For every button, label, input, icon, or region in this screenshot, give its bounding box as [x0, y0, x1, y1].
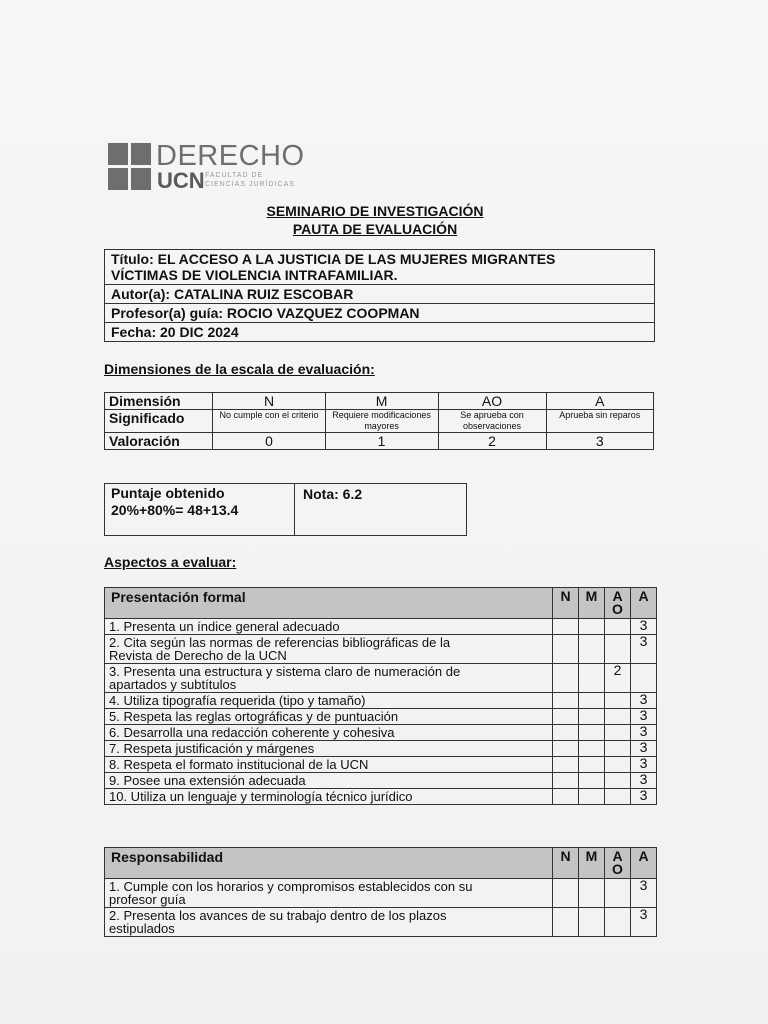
thesis-title-line1: Título: EL ACCESO A LA JUSTICIA DE LAS MUJERES MIGRANTES [111, 251, 556, 267]
score-cell-a: 3 [631, 879, 657, 908]
score-cell-a [631, 664, 657, 693]
col-a-header: A [631, 588, 657, 619]
criterion-text [105, 879, 553, 908]
col-m-header: M [579, 848, 605, 879]
col-ao-header-a: A [612, 848, 623, 864]
score-cell-m [579, 741, 605, 757]
criterion-line1: 2. Cita según las normas de referencias bibliográficas de la [109, 635, 451, 650]
criterion-text [105, 789, 553, 805]
scale-value-m: 1 [325, 433, 438, 450]
score-cell-n [553, 635, 579, 664]
scale-label-meaning: Significado [105, 410, 213, 433]
table-row [105, 789, 657, 805]
criterion-text [105, 741, 553, 757]
criterion-line1: 3. Presenta una estructura y sistema claro de numeración de [109, 664, 461, 679]
score-cell-n [553, 709, 579, 725]
score-cell-ao [605, 773, 631, 789]
score-cell-m [579, 725, 605, 741]
criterion-text [105, 619, 553, 635]
score-cell-ao [605, 908, 631, 937]
criterion-line1: 5. Respeta las reglas ortográficas y de puntuación [109, 709, 399, 724]
table-row [105, 664, 657, 693]
score-cell-a: 3 [631, 693, 657, 709]
score-cell-n [553, 757, 579, 773]
criterion-line2: estipulados [109, 921, 175, 936]
score-cell-ao [605, 635, 631, 664]
presentation-table [104, 587, 657, 805]
score-cell-ao [605, 725, 631, 741]
score-cell-a: 3 [631, 619, 657, 635]
col-ao-header [605, 848, 631, 879]
criterion-text [105, 664, 553, 693]
scale-meaning-ao: Se aprueba con observaciones [438, 410, 546, 433]
criterion-line2: apartados y subtítulos [109, 677, 237, 692]
score-label-cell [105, 484, 295, 535]
criterion-line1: 1. Cumple con los horarios y compromisos establecidos con su [109, 879, 473, 894]
score-cell-a: 3 [631, 709, 657, 725]
col-ao-header-o: O [612, 861, 623, 877]
col-a-header: A [631, 848, 657, 879]
criterion-line1: 2. Presenta los avances de su trabajo dentro de los plazos [109, 908, 447, 923]
criterion-line1: 8. Respeta el formato institucional de la UCN [109, 757, 369, 772]
score-cell-m [579, 789, 605, 805]
score-cell-ao [605, 619, 631, 635]
criterion-text [105, 709, 553, 725]
scale-label-value: Valoración [105, 433, 213, 450]
criterion-line1: 9. Posee una extensión adecuada [109, 773, 306, 788]
score-cell-m [579, 619, 605, 635]
scale-heading: Dimensiones de la escala de evaluación: [104, 361, 375, 377]
table-row [105, 908, 657, 937]
score-cell-ao [605, 741, 631, 757]
document-title-line1: SEMINARIO DE INVESTIGACIÓN [266, 203, 484, 219]
score-cell-ao [605, 789, 631, 805]
score-cell-ao [605, 709, 631, 725]
table-row [105, 773, 657, 789]
presentation-title: Presentación formal [105, 588, 553, 619]
score-cell-n [553, 773, 579, 789]
score-cell-m [579, 757, 605, 773]
table-row [105, 619, 657, 635]
criterion-text [105, 908, 553, 937]
score-cell-m [579, 773, 605, 789]
score-cell-m [579, 879, 605, 908]
responsibility-table [104, 847, 657, 937]
score-cell-a: 3 [631, 741, 657, 757]
col-m-header: M [579, 588, 605, 619]
logo-subtitle: FACULTAD DE CIENCIAS JURÍDICAS [205, 172, 295, 188]
score-cell-ao [605, 879, 631, 908]
thesis-author: Autor(a): CATALINA RUIZ ESCOBAR [105, 284, 654, 303]
scale-dimension-row [105, 393, 654, 410]
responsibility-title: Responsabilidad [105, 848, 553, 879]
thesis-info-box [104, 249, 655, 342]
scale-code-a: A [546, 393, 653, 410]
col-ao-header-a: A [612, 588, 623, 604]
aspects-heading: Aspectos a evaluar: [104, 554, 237, 570]
responsibility-header-row [105, 848, 657, 879]
col-n-header: N [553, 588, 579, 619]
score-cell-m [579, 635, 605, 664]
table-row [105, 879, 657, 908]
score-cell-n [553, 879, 579, 908]
score-cell-m [579, 908, 605, 937]
criterion-line2: profesor guía [109, 892, 186, 907]
col-ao-header [605, 588, 631, 619]
scale-meaning-m: Requiere modificaciones mayores [325, 410, 438, 433]
col-n-header: N [553, 848, 579, 879]
criterion-text [105, 773, 553, 789]
score-cell-a: 3 [631, 908, 657, 937]
score-cell-n [553, 725, 579, 741]
scale-value-a: 3 [546, 433, 653, 450]
criterion-text [105, 635, 553, 664]
score-cell-ao: 2 [605, 664, 631, 693]
criterion-line1: 7. Respeta justificación y márgenes [109, 741, 315, 756]
score-cell-n [553, 789, 579, 805]
score-label: Puntaje obtenido [111, 485, 225, 501]
table-row [105, 693, 657, 709]
score-cell-a: 3 [631, 635, 657, 664]
criterion-line2: Revista de Derecho de la UCN [109, 648, 287, 663]
scale-value-ao: 2 [438, 433, 546, 450]
criterion-text [105, 725, 553, 741]
score-cell-n [553, 693, 579, 709]
score-cell-m [579, 693, 605, 709]
table-row [105, 757, 657, 773]
scale-table [104, 392, 654, 450]
score-cell-a: 3 [631, 725, 657, 741]
scale-meaning-n: No cumple con el criterio [213, 410, 325, 433]
score-cell-n [553, 908, 579, 937]
scale-code-m: M [325, 393, 438, 410]
scale-meaning-a: Aprueba sin reparos [546, 410, 653, 433]
criterion-line1: 10. Utiliza un lenguaje y terminología técnico jurídico [109, 789, 413, 804]
scale-meaning-row [105, 410, 654, 433]
criterion-text [105, 693, 553, 709]
criterion-line1: 4. Utiliza tipografía requerida (tipo y tamaño) [109, 693, 366, 708]
score-cell-n [553, 619, 579, 635]
thesis-advisor: Profesor(a) guía: ROCIO VAZQUEZ COOPMAN [105, 303, 654, 322]
score-cell-m [579, 709, 605, 725]
criterion-text [105, 757, 553, 773]
score-cell-n [553, 664, 579, 693]
logo-name: DERECHO [156, 140, 305, 172]
table-row [105, 709, 657, 725]
final-grade: Nota: 6.2 [303, 486, 363, 502]
ucn-logo-icon [108, 143, 154, 191]
table-row [105, 741, 657, 757]
col-ao-header-o: O [612, 601, 623, 617]
score-cell-ao [605, 693, 631, 709]
scale-value-row [105, 433, 654, 450]
score-cell-n [553, 741, 579, 757]
presentation-header-row [105, 588, 657, 619]
scale-label-dimension: Dimensión [105, 393, 213, 410]
criterion-line1: 6. Desarrolla una redacción coherente y cohesiva [109, 725, 395, 740]
score-cell-a: 3 [631, 773, 657, 789]
scale-code-n: N [213, 393, 325, 410]
table-row [105, 725, 657, 741]
thesis-date: Fecha: 20 DIC 2024 [105, 322, 654, 341]
score-box [104, 483, 467, 536]
table-row [105, 635, 657, 664]
scale-value-n: 0 [213, 433, 325, 450]
thesis-title-line2: VÍCTIMAS DE VIOLENCIA INTRAFAMILIAR. [111, 267, 398, 283]
score-cell-a: 3 [631, 789, 657, 805]
document-title-line2: PAUTA DE EVALUACIÓN [292, 221, 458, 237]
score-cell-m [579, 664, 605, 693]
score-formula: 20%+80%= 48+13.4 [111, 502, 239, 518]
thesis-title [105, 250, 654, 284]
score-cell-ao [605, 757, 631, 773]
score-cell-a: 3 [631, 757, 657, 773]
logo-short: UCN [157, 168, 205, 193]
scale-code-ao: AO [438, 393, 546, 410]
criterion-line1: 1. Presenta un índice general adecuado [109, 619, 340, 634]
